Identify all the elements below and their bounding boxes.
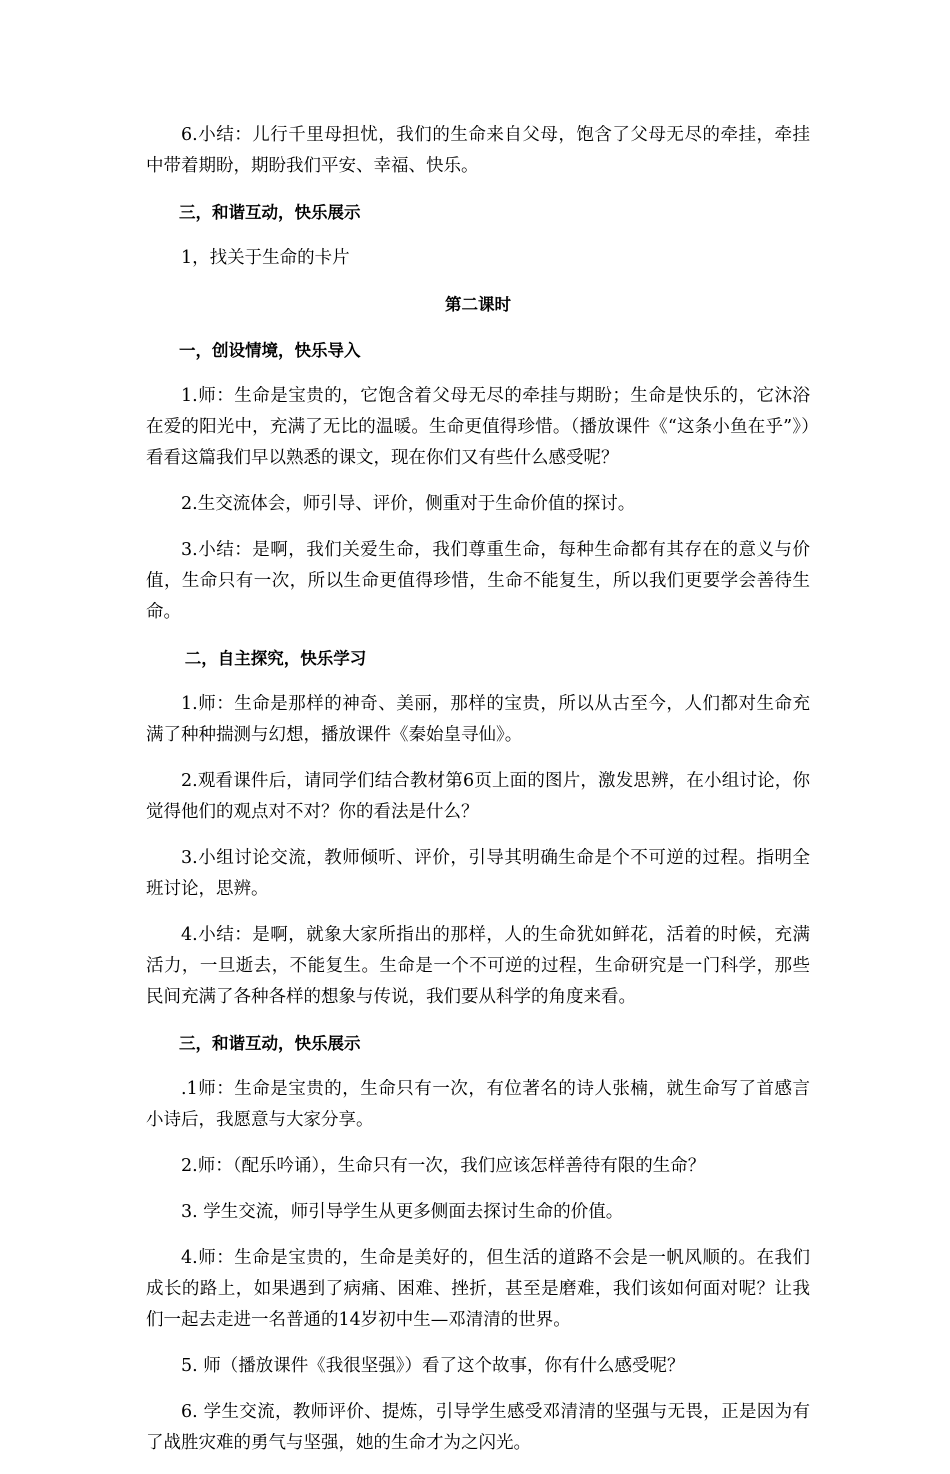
- paragraph: 3. 学生交流，师引导学生从更多侧面去探讨生命的价值。: [181, 1202, 624, 1222]
- paragraph: 5. 师（播放课件《我很坚强》）看了这个故事，你有什么感受呢？: [181, 1356, 685, 1376]
- lesson-title: 第二课时: [445, 295, 511, 314]
- section-heading: 一，创设情境，快乐导入: [179, 341, 361, 360]
- paragraph: 2.观看课件后，请同学们结合教材第6页上面的图片，激发思辨，在小组讨论，你觉得他们的观点对不对？你的看法是什么？: [146, 771, 810, 822]
- paragraph: 1，找关于生命的卡片: [181, 248, 350, 268]
- paragraph: 3.小组讨论交流，教师倾听、评价，引导其明确生命是个不可逆的过程。指明全班讨论，思辨。: [146, 848, 810, 899]
- paragraph: 6. 学生交流，教师评价、提炼，引导学生感受邓清清的坚强与无畏，正是因为有了战胜灾难的勇气与坚强，她的生命才为之闪光。: [146, 1402, 810, 1453]
- paragraph: 2.师：（配乐吟诵），生命只有一次，我们应该怎样善待有限的生命？: [181, 1156, 706, 1176]
- paragraph: 1.师：生命是宝贵的，它饱含着父母无尽的牵挂与期盼；生命是快乐的，它沐浴在爱的阳光中，充满了无比的温暖。生命更值得珍惜。（播放课件《“这条小鱼在乎”》）看看这篇我们早以熟悉的课文，现在你们又有些什么感受呢？: [146, 386, 810, 468]
- paragraph: 1.师：生命是那样的神奇、美丽，那样的宝贵，所以从古至今，人们都对生命充满了种种揣测与幻想，播放课件《秦始皇寻仙》。: [146, 694, 810, 745]
- document-page: [146, 120, 810, 1474]
- paragraph: 4.小结：是啊，就象大家所指出的那样，人的生命犹如鲜花，活着的时候，充满活力，一旦逝去，不能复生。生命是一个不可逆的过程，生命研究是一门科学，那些民间充满了各种各样的想象与传说，我们要从科学的角度来看。: [146, 925, 810, 1007]
- paragraph: 3.小结：是啊，我们关爱生命，我们尊重生命，每种生命都有其存在的意义与价值，生命只有一次，所以生命更值得珍惜，生命不能复生，所以我们更要学会善待生命。: [146, 540, 810, 622]
- section-heading: 二，自主探究，快乐学习: [184, 649, 367, 668]
- section-heading: 三，和谐互动，快乐展示: [179, 203, 361, 222]
- paragraph: 4.师：生命是宝贵的，生命是美好的，但生活的道路不会是一帆风顺的。在我们成长的路上，如果遇到了病痛、困难、挫折，甚至是磨难，我们该如何面对呢？让我们一起去走进一名普通的14岁初中生—邓清清的世界。: [146, 1248, 810, 1330]
- section-heading: 三，和谐互动，快乐展示: [179, 1034, 361, 1053]
- paragraph: 2.生交流体会，师引导、评价，侧重对于生命价值的探讨。: [181, 494, 636, 514]
- paragraph: 6.小结：儿行千里母担忧，我们的生命来自父母，饱含了父母无尽的牵挂，牵挂中带着期盼，期盼我们平安、幸福、快乐。: [146, 125, 810, 176]
- paragraph: .1师：生命是宝贵的，生命只有一次，有位著名的诗人张楠，就生命写了首感言小诗后，我愿意与大家分享。: [146, 1079, 810, 1130]
